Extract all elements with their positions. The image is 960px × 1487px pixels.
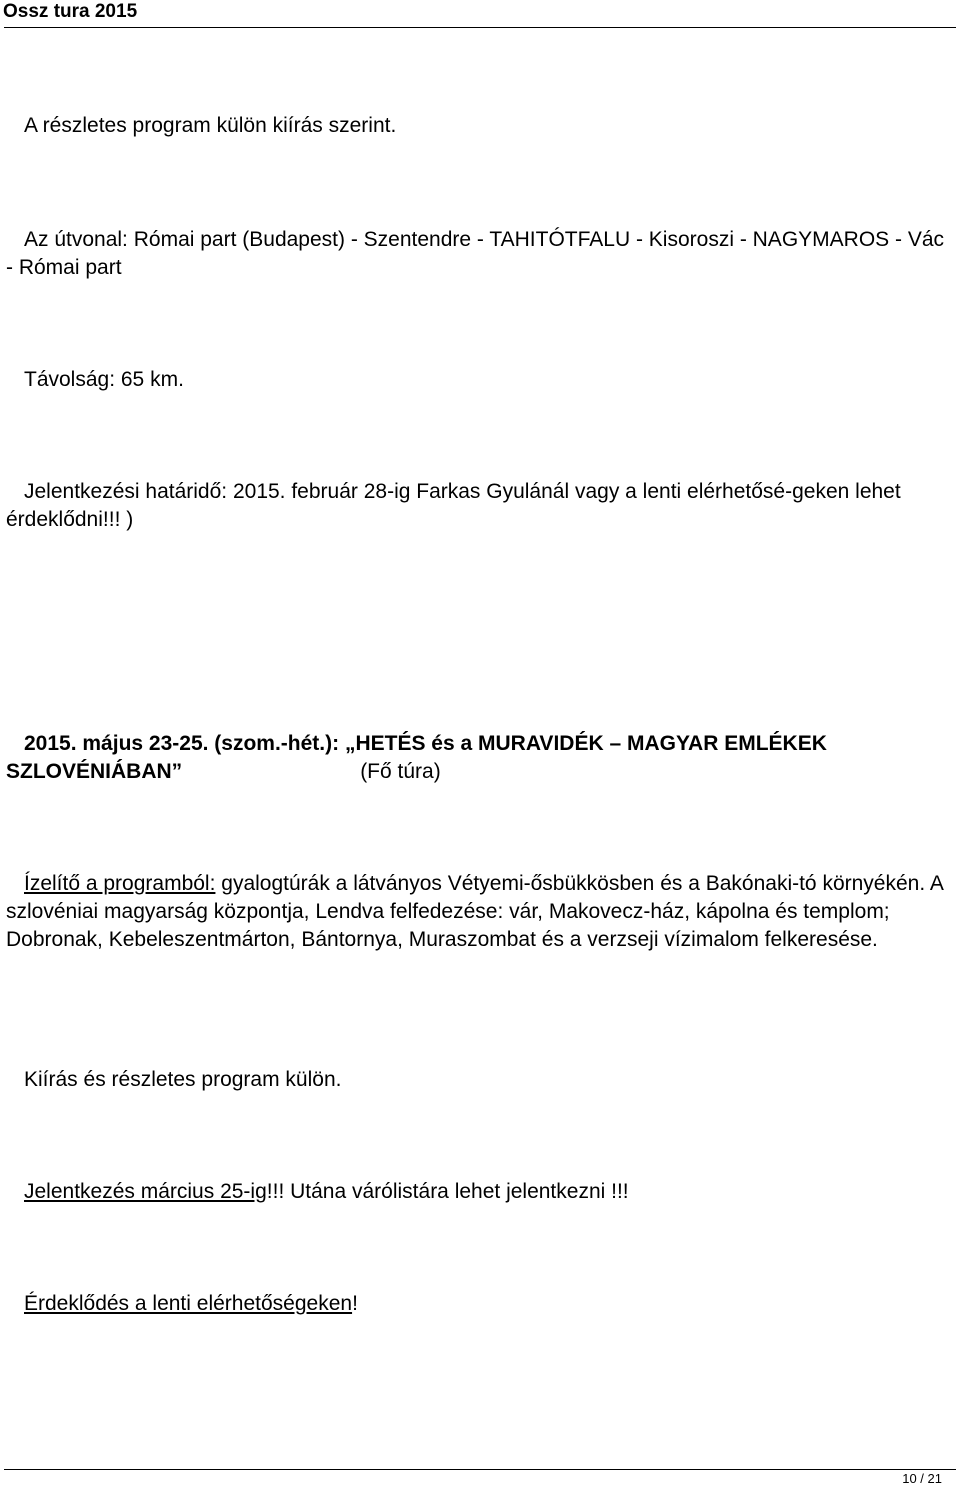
paragraph-inquiry [6, 1290, 954, 1318]
paragraph-registration [6, 1178, 954, 1206]
inquiry-exclamation: ! [352, 1292, 358, 1315]
paragraph-program-note: A részletes program külön kiírás szerint. [24, 114, 397, 137]
paragraph-program-preview [6, 870, 954, 954]
page-header-title: Ossz tura 2015 [3, 1, 138, 22]
program-preview-label: Ízelítő a programból: [24, 872, 216, 895]
footer-divider [4, 1469, 956, 1470]
paragraph-registration-deadline: Jelentkezési határidő: 2015. február 28-ig Farkas Gyulánál vagy a lenti elérhetősé-geken lehet érdeklődni!!! ) [6, 480, 901, 531]
paragraph-route: Az útvonal: Római part (Budapest) - Szentendre - TAHITÓTFALU - Kisoroszi - NAGYMAROS - Vác - Római part [6, 228, 945, 279]
registration-waitlist-text: !!! Utána várólistára lehet jelentkezni !!! [266, 1180, 629, 1203]
paragraph-separate-notice: Kiírás és részletes program külön. [24, 1068, 342, 1091]
header-divider [4, 27, 956, 28]
paragraph-distance: Távolság: 65 km. [24, 368, 184, 391]
registration-date-link[interactable]: Jelentkezés március 25-ig [24, 1180, 267, 1203]
event-heading-suffix: (Fő túra) [360, 760, 441, 783]
event-heading [6, 730, 954, 786]
event-heading-title: 2015. május 23-25. (szom.-hét.): „HETÉS és a MURAVIDÉK – MAGYAR EMLÉKEK SZLOVÉNIÁBAN” [6, 732, 827, 783]
program-preview-text: gyalogtúrák a látványos Vétyemi-ősbükkösben és a Bakónaki-tó környékén. A szlovéniai magyarság központja, Lendva felfedezése: vár, Makovecz-ház, kápolna és templom; Dobronak, Kebeleszentmárton, Bántornya, Muraszombat és a verzseji vízimalom felkeresése. [6, 872, 943, 951]
inquiry-contacts-link[interactable]: Érdeklődés a lenti elérhetőségeken [24, 1292, 353, 1315]
page-number: 10 / 21 [902, 1471, 942, 1486]
